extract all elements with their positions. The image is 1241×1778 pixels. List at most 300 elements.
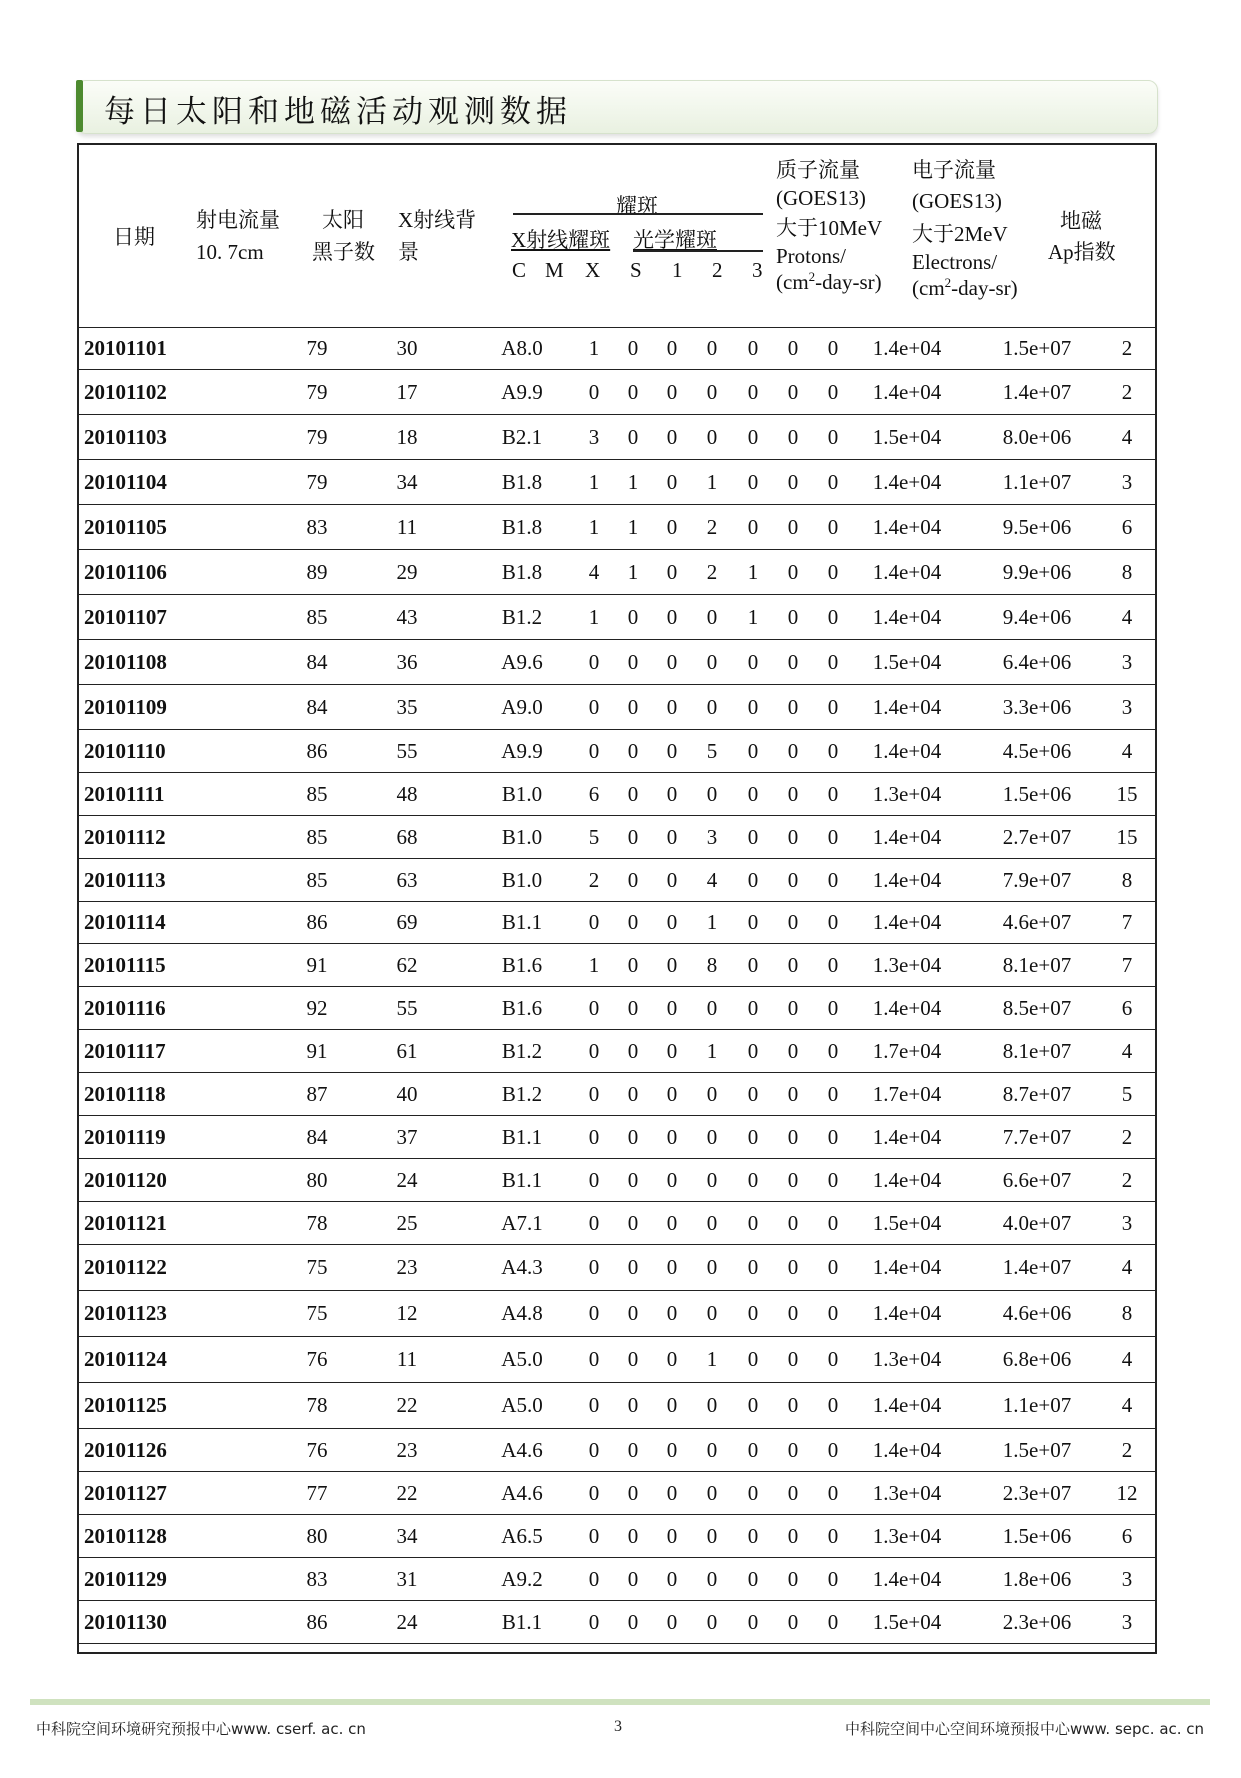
cell-date: 20101112 xyxy=(84,824,166,849)
cell-ap: 6 xyxy=(1121,995,1133,1020)
cell-flare-m: 0 xyxy=(627,424,639,449)
cell-sunspots: 11 xyxy=(396,1347,418,1371)
cell-flare-1: 0 xyxy=(747,379,759,404)
cell-xray-bg: B1.1 xyxy=(501,1609,543,1634)
cell-flare-2: 0 xyxy=(787,824,799,849)
cell-proton: 1.7e+04 xyxy=(872,1038,942,1063)
table-row xyxy=(77,415,1157,460)
cell-flare-1: 0 xyxy=(747,336,759,360)
cell-flare-2: 0 xyxy=(787,1566,799,1591)
cell-flare-3: 0 xyxy=(827,1301,839,1325)
cell-flare-3: 0 xyxy=(827,1347,839,1371)
header-ap-2: Ap指数 xyxy=(1048,240,1116,264)
cell-date: 20101111 xyxy=(84,781,165,806)
cell-electron: 1.1e+07 xyxy=(1002,469,1072,494)
cell-radio-flux: 83 xyxy=(306,514,328,539)
cell-flare-2: 0 xyxy=(787,1393,799,1417)
cell-xray-bg: B1.8 xyxy=(501,559,543,584)
cell-flare-x: 0 xyxy=(666,1081,678,1106)
cell-flare-s: 2 xyxy=(706,559,718,584)
cell-electron: 9.5e+06 xyxy=(1002,514,1072,539)
cell-flare-2: 0 xyxy=(787,1167,799,1192)
cell-ap: 4 xyxy=(1121,1038,1133,1063)
cell-sunspots: 69 xyxy=(396,910,418,934)
cell-electron: 1.5e+07 xyxy=(1002,1437,1072,1462)
cell-proton: 1.4e+04 xyxy=(872,514,942,539)
table-row xyxy=(77,1291,1157,1337)
cell-flare-c: 0 xyxy=(588,1523,600,1548)
cell-xray-bg: A9.0 xyxy=(501,694,543,719)
cell-proton: 1.4e+04 xyxy=(872,336,942,360)
cell-xray-bg: A4.6 xyxy=(501,1480,543,1505)
cell-flare-2: 0 xyxy=(787,1523,799,1548)
cell-xray-bg: A5.0 xyxy=(501,1393,543,1417)
cell-flare-1: 1 xyxy=(747,604,759,629)
cell-flare-3: 0 xyxy=(827,604,839,629)
cell-flare-2: 0 xyxy=(787,1480,799,1505)
cell-flare-2: 0 xyxy=(787,952,799,977)
cell-electron: 1.8e+06 xyxy=(1002,1566,1072,1591)
cell-electron: 2.3e+06 xyxy=(1002,1609,1072,1634)
cell-sunspots: 22 xyxy=(396,1480,418,1505)
footer-left-text: 中科院空间环境研究预报中心www. cserf. ac. cn xyxy=(36,1720,366,1738)
cell-ap: 8 xyxy=(1121,867,1133,892)
cell-flare-m: 0 xyxy=(627,694,639,719)
cell-flare-c: 0 xyxy=(588,1124,600,1149)
cell-flare-2: 0 xyxy=(787,738,799,763)
cell-electron: 1.4e+07 xyxy=(1002,379,1072,404)
cell-flare-1: 0 xyxy=(747,1167,759,1192)
cell-proton: 1.4e+04 xyxy=(872,559,942,584)
cell-ap: 5 xyxy=(1121,1081,1133,1106)
cell-sunspots: 17 xyxy=(396,379,418,404)
cell-proton: 1.4e+04 xyxy=(872,1566,942,1591)
cell-date: 20101120 xyxy=(84,1167,167,1192)
cell-radio-flux: 77 xyxy=(306,1480,328,1505)
header-flare: 耀斑 xyxy=(616,194,658,218)
header-sunspot-1: 太阳 xyxy=(322,208,364,232)
cell-xray-bg: B1.6 xyxy=(501,995,543,1020)
cell-xray-bg: B2.1 xyxy=(501,424,543,449)
cell-ap: 12 xyxy=(1116,1480,1138,1505)
table-row xyxy=(77,987,1157,1030)
header-optical-flare: 光学耀斑 xyxy=(633,228,717,252)
cell-flare-2: 0 xyxy=(787,1301,799,1325)
cell-xray-bg: B1.1 xyxy=(501,1167,543,1192)
cell-flare-s: 0 xyxy=(706,1081,718,1106)
cell-flare-s: 0 xyxy=(706,336,718,360)
cell-electron: 1.5e+06 xyxy=(1002,781,1072,806)
cell-proton: 1.4e+04 xyxy=(872,1393,942,1417)
cell-ap: 6 xyxy=(1121,1523,1133,1548)
cell-date: 20101106 xyxy=(84,559,167,584)
cell-flare-s: 0 xyxy=(706,1566,718,1591)
cell-flare-s: 8 xyxy=(706,952,718,977)
cell-date: 20101123 xyxy=(84,1301,167,1325)
cell-radio-flux: 85 xyxy=(306,867,328,892)
cell-flare-2: 0 xyxy=(787,1347,799,1371)
cell-flare-m: 0 xyxy=(627,1347,639,1371)
cell-sunspots: 25 xyxy=(396,1210,418,1235)
cell-flare-m: 0 xyxy=(627,952,639,977)
cell-ap: 4 xyxy=(1121,738,1133,763)
cell-flare-1: 0 xyxy=(747,738,759,763)
cell-xray-bg: A4.6 xyxy=(501,1437,543,1462)
cell-proton: 1.7e+04 xyxy=(872,1081,942,1106)
optical-flare-rule xyxy=(633,250,763,252)
cell-sunspots: 35 xyxy=(396,694,418,719)
cell-flare-3: 0 xyxy=(827,1081,839,1106)
cell-flare-3: 0 xyxy=(827,469,839,494)
flare-header-rule xyxy=(513,213,763,215)
flare-col-c: C xyxy=(512,258,527,282)
cell-flare-s: 0 xyxy=(706,694,718,719)
cell-sunspots: 55 xyxy=(396,995,418,1020)
table-row xyxy=(77,1337,1157,1383)
cell-date: 20101119 xyxy=(84,1124,166,1149)
cell-flare-3: 0 xyxy=(827,649,839,674)
cell-sunspots: 12 xyxy=(396,1301,418,1325)
cell-flare-1: 0 xyxy=(747,1523,759,1548)
cell-flare-s: 0 xyxy=(706,1437,718,1462)
cell-date: 20101116 xyxy=(84,995,166,1020)
cell-proton: 1.3e+04 xyxy=(872,1480,942,1505)
cell-flare-c: 2 xyxy=(588,867,600,892)
cell-flare-3: 0 xyxy=(827,1480,839,1505)
cell-flare-c: 0 xyxy=(588,1081,600,1106)
table-row xyxy=(77,1116,1157,1159)
table-row xyxy=(77,944,1157,987)
cell-date: 20101101 xyxy=(84,336,167,360)
cell-flare-x: 0 xyxy=(666,1393,678,1417)
cell-electron: 8.0e+06 xyxy=(1002,424,1072,449)
cell-flare-2: 0 xyxy=(787,469,799,494)
cell-flare-s: 0 xyxy=(706,781,718,806)
cell-sunspots: 24 xyxy=(396,1167,418,1192)
header-ap-1: 地磁 xyxy=(1060,209,1102,233)
cell-flare-m: 0 xyxy=(627,1523,639,1548)
cell-date: 20101117 xyxy=(84,1038,166,1063)
cell-proton: 1.4e+04 xyxy=(872,995,942,1020)
header-electron-4: Electrons/ xyxy=(912,250,998,274)
cell-ap: 3 xyxy=(1121,649,1133,674)
cell-flare-c: 1 xyxy=(588,604,600,629)
table-row xyxy=(77,1383,1157,1429)
cell-flare-3: 0 xyxy=(827,995,839,1020)
cell-xray-bg: B1.1 xyxy=(501,910,543,934)
cell-proton: 1.3e+04 xyxy=(872,1523,942,1548)
cell-electron: 6.4e+06 xyxy=(1002,649,1072,674)
cell-electron: 1.1e+07 xyxy=(1002,1393,1072,1417)
table-row xyxy=(77,730,1157,773)
cell-flare-1: 0 xyxy=(747,1566,759,1591)
cell-ap: 8 xyxy=(1121,559,1133,584)
cell-electron: 8.7e+07 xyxy=(1002,1081,1072,1106)
cell-date: 20101110 xyxy=(84,738,166,763)
cell-date: 20101127 xyxy=(84,1480,167,1505)
cell-flare-1: 0 xyxy=(747,781,759,806)
cell-flare-2: 0 xyxy=(787,694,799,719)
cell-flare-3: 0 xyxy=(827,1038,839,1063)
table-row xyxy=(77,1429,1157,1472)
page-number: 3 xyxy=(614,1718,622,1735)
cell-sunspots: 48 xyxy=(396,781,418,806)
cell-flare-c: 0 xyxy=(588,1167,600,1192)
cell-date: 20101124 xyxy=(84,1347,167,1371)
cell-flare-x: 0 xyxy=(666,1210,678,1235)
cell-flare-c: 4 xyxy=(588,559,600,584)
cell-electron: 1.5e+07 xyxy=(1002,336,1072,360)
cell-flare-3: 0 xyxy=(827,738,839,763)
cell-sunspots: 68 xyxy=(396,824,418,849)
cell-flare-3: 0 xyxy=(827,1210,839,1235)
cell-xray-bg: A5.0 xyxy=(501,1347,543,1371)
cell-flare-1: 0 xyxy=(747,469,759,494)
table-row xyxy=(77,859,1157,902)
cell-flare-c: 0 xyxy=(588,1255,600,1279)
header-electron-unit: $(cm^2-day-sr)$ xyxy=(912,275,1018,300)
cell-flare-c: 5 xyxy=(588,824,600,849)
table-row xyxy=(77,460,1157,505)
flare-col-2: 2 xyxy=(712,258,723,282)
header-proton-unit: $(cm^2-day-sr)$ xyxy=(776,269,882,294)
cell-radio-flux: 79 xyxy=(306,379,328,404)
cell-ap: 6 xyxy=(1121,514,1133,539)
cell-flare-1: 0 xyxy=(747,514,759,539)
cell-flare-m: 0 xyxy=(627,1566,639,1591)
page-title: 每日太阳和地磁活动观测数据 xyxy=(104,94,572,130)
cell-flare-m: 0 xyxy=(627,867,639,892)
cell-flare-s: 4 xyxy=(706,867,718,892)
cell-radio-flux: 84 xyxy=(306,649,328,674)
cell-flare-c: 1 xyxy=(588,336,600,360)
cell-flare-x: 0 xyxy=(666,952,678,977)
cell-flare-c: 6 xyxy=(588,781,600,806)
header-sunspot-2: 黑子数 xyxy=(312,240,375,264)
cell-electron: 2.7e+07 xyxy=(1002,824,1072,849)
cell-electron: 8.1e+07 xyxy=(1002,952,1072,977)
cell-flare-m: 0 xyxy=(627,1081,639,1106)
cell-flare-c: 0 xyxy=(588,1437,600,1462)
cell-flare-3: 0 xyxy=(827,1523,839,1548)
cell-xray-bg: A9.9 xyxy=(501,379,543,404)
cell-flare-m: 0 xyxy=(627,379,639,404)
cell-flare-m: 0 xyxy=(627,1301,639,1325)
footer-rule xyxy=(30,1699,1210,1705)
cell-ap: 4 xyxy=(1121,604,1133,629)
cell-electron: 2.3e+07 xyxy=(1002,1480,1072,1505)
cell-flare-m: 0 xyxy=(627,1038,639,1063)
cell-xray-bg: B1.0 xyxy=(501,824,543,849)
cell-flare-2: 0 xyxy=(787,336,799,360)
cell-flare-x: 0 xyxy=(666,1255,678,1279)
cell-electron: 1.5e+06 xyxy=(1002,1523,1072,1548)
cell-flare-s: 1 xyxy=(706,1347,718,1371)
cell-sunspots: 36 xyxy=(396,649,418,674)
cell-radio-flux: 85 xyxy=(306,824,328,849)
cell-flare-2: 0 xyxy=(787,1437,799,1462)
cell-sunspots: 61 xyxy=(396,1038,418,1063)
cell-date: 20101109 xyxy=(84,694,167,719)
cell-flare-2: 0 xyxy=(787,379,799,404)
header-electron-1: 电子流量 xyxy=(912,158,996,182)
cell-proton: 1.3e+04 xyxy=(872,781,942,806)
cell-xray-bg: A9.2 xyxy=(501,1566,543,1591)
cell-flare-m: 0 xyxy=(627,1167,639,1192)
cell-ap: 4 xyxy=(1121,1347,1133,1371)
cell-flare-c: 0 xyxy=(588,1347,600,1371)
table-row xyxy=(77,1073,1157,1116)
cell-flare-2: 0 xyxy=(787,1038,799,1063)
cell-flare-s: 0 xyxy=(706,649,718,674)
cell-flare-x: 0 xyxy=(666,336,678,360)
cell-radio-flux: 85 xyxy=(306,604,328,629)
cell-flare-1: 0 xyxy=(747,1393,759,1417)
cell-flare-1: 0 xyxy=(747,694,759,719)
cell-radio-flux: 84 xyxy=(306,1124,328,1149)
cell-radio-flux: 92 xyxy=(306,995,328,1020)
cell-flare-x: 0 xyxy=(666,379,678,404)
cell-flare-1: 0 xyxy=(747,1347,759,1371)
cell-xray-bg: B1.2 xyxy=(501,604,543,629)
cell-xray-bg: A7.1 xyxy=(501,1210,543,1235)
cell-ap: 4 xyxy=(1121,424,1133,449)
cell-flare-3: 0 xyxy=(827,336,839,360)
cell-electron: 8.5e+07 xyxy=(1002,995,1072,1020)
cell-proton: 1.3e+04 xyxy=(872,1347,942,1371)
cell-flare-x: 0 xyxy=(666,1301,678,1325)
cell-flare-x: 0 xyxy=(666,1523,678,1548)
cell-flare-3: 0 xyxy=(827,1609,839,1634)
cell-flare-c: 0 xyxy=(588,1566,600,1591)
table-row xyxy=(77,1030,1157,1073)
cell-ap: 3 xyxy=(1121,1210,1133,1235)
cell-date: 20101130 xyxy=(84,1609,167,1634)
cell-radio-flux: 86 xyxy=(306,1609,328,1634)
cell-ap: 3 xyxy=(1121,469,1133,494)
cell-radio-flux: 80 xyxy=(306,1523,328,1548)
cell-flare-1: 0 xyxy=(747,1609,759,1634)
cell-radio-flux: 76 xyxy=(306,1347,328,1371)
header-radio-flux-1: 射电流量 xyxy=(196,208,280,232)
cell-ap: 4 xyxy=(1121,1255,1133,1279)
cell-date: 20101105 xyxy=(84,514,167,539)
cell-date: 20101107 xyxy=(84,604,167,629)
cell-flare-3: 0 xyxy=(827,1167,839,1192)
cell-flare-1: 0 xyxy=(747,867,759,892)
cell-flare-3: 0 xyxy=(827,867,839,892)
cell-flare-x: 0 xyxy=(666,867,678,892)
cell-sunspots: 34 xyxy=(396,1523,418,1548)
cell-sunspots: 63 xyxy=(396,867,418,892)
cell-electron: 1.4e+07 xyxy=(1002,1255,1072,1279)
cell-flare-2: 0 xyxy=(787,867,799,892)
cell-flare-s: 0 xyxy=(706,1255,718,1279)
cell-flare-1: 1 xyxy=(747,559,759,584)
cell-flare-m: 0 xyxy=(627,649,639,674)
table-row xyxy=(77,902,1157,944)
cell-date: 20101126 xyxy=(84,1437,167,1462)
cell-sunspots: 22 xyxy=(396,1393,418,1417)
cell-xray-bg: A6.5 xyxy=(501,1523,543,1548)
cell-flare-2: 0 xyxy=(787,424,799,449)
cell-radio-flux: 85 xyxy=(306,781,328,806)
cell-flare-c: 0 xyxy=(588,910,600,934)
header-radio-flux-2: 10. 7cm xyxy=(196,240,264,264)
cell-electron: 9.4e+06 xyxy=(1002,604,1072,629)
table-row xyxy=(77,773,1157,816)
cell-flare-1: 0 xyxy=(747,1301,759,1325)
cell-proton: 1.4e+04 xyxy=(872,469,942,494)
flare-col-m: M xyxy=(545,258,564,282)
cell-flare-x: 0 xyxy=(666,995,678,1020)
cell-date: 20101122 xyxy=(84,1255,167,1279)
cell-proton: 1.4e+04 xyxy=(872,694,942,719)
cell-ap: 2 xyxy=(1121,379,1133,404)
cell-flare-s: 0 xyxy=(706,1167,718,1192)
cell-flare-2: 0 xyxy=(787,514,799,539)
cell-flare-x: 0 xyxy=(666,1437,678,1462)
cell-radio-flux: 84 xyxy=(306,694,328,719)
footer-right-text: 中科院空间中心空间环境预报中心www. sepc. ac. cn xyxy=(845,1720,1205,1738)
cell-flare-2: 0 xyxy=(787,649,799,674)
cell-radio-flux: 89 xyxy=(306,559,328,584)
cell-flare-s: 0 xyxy=(706,995,718,1020)
cell-flare-3: 0 xyxy=(827,424,839,449)
cell-radio-flux: 91 xyxy=(306,1038,328,1063)
cell-electron: 3.3e+06 xyxy=(1002,694,1072,719)
table-row xyxy=(77,816,1157,859)
cell-flare-1: 0 xyxy=(747,1124,759,1149)
cell-flare-1: 0 xyxy=(747,424,759,449)
header-xray-flare: X射线耀斑 xyxy=(511,228,611,252)
cell-ap: 3 xyxy=(1121,694,1133,719)
cell-flare-x: 0 xyxy=(666,738,678,763)
table-row xyxy=(77,505,1157,550)
cell-flare-3: 0 xyxy=(827,952,839,977)
table-row xyxy=(77,1472,1157,1515)
cell-flare-s: 1 xyxy=(706,910,718,934)
cell-flare-m: 1 xyxy=(627,559,639,584)
cell-flare-m: 0 xyxy=(627,781,639,806)
cell-sunspots: 23 xyxy=(396,1437,418,1462)
cell-flare-x: 0 xyxy=(666,469,678,494)
cell-ap: 15 xyxy=(1116,824,1138,849)
cell-flare-s: 2 xyxy=(706,514,718,539)
cell-flare-x: 0 xyxy=(666,781,678,806)
header-proton-3: 大于10MeV xyxy=(776,216,883,240)
header-xray-bg-2: 景 xyxy=(398,240,419,264)
cell-flare-2: 0 xyxy=(787,604,799,629)
table-row xyxy=(77,370,1157,415)
cell-flare-c: 1 xyxy=(588,514,600,539)
cell-flare-2: 0 xyxy=(787,995,799,1020)
table-row xyxy=(77,595,1157,640)
cell-flare-3: 0 xyxy=(827,694,839,719)
cell-sunspots: 23 xyxy=(396,1255,418,1279)
cell-flare-x: 0 xyxy=(666,424,678,449)
cell-flare-s: 5 xyxy=(706,738,718,763)
cell-flare-m: 0 xyxy=(627,1480,639,1505)
cell-flare-s: 0 xyxy=(706,1523,718,1548)
cell-electron: 4.6e+07 xyxy=(1002,910,1072,934)
cell-date: 20101103 xyxy=(84,424,167,449)
cell-radio-flux: 76 xyxy=(306,1437,328,1462)
cell-sunspots: 30 xyxy=(396,336,418,360)
cell-flare-1: 0 xyxy=(747,824,759,849)
cell-flare-2: 0 xyxy=(787,1609,799,1634)
cell-ap: 3 xyxy=(1121,1609,1133,1634)
